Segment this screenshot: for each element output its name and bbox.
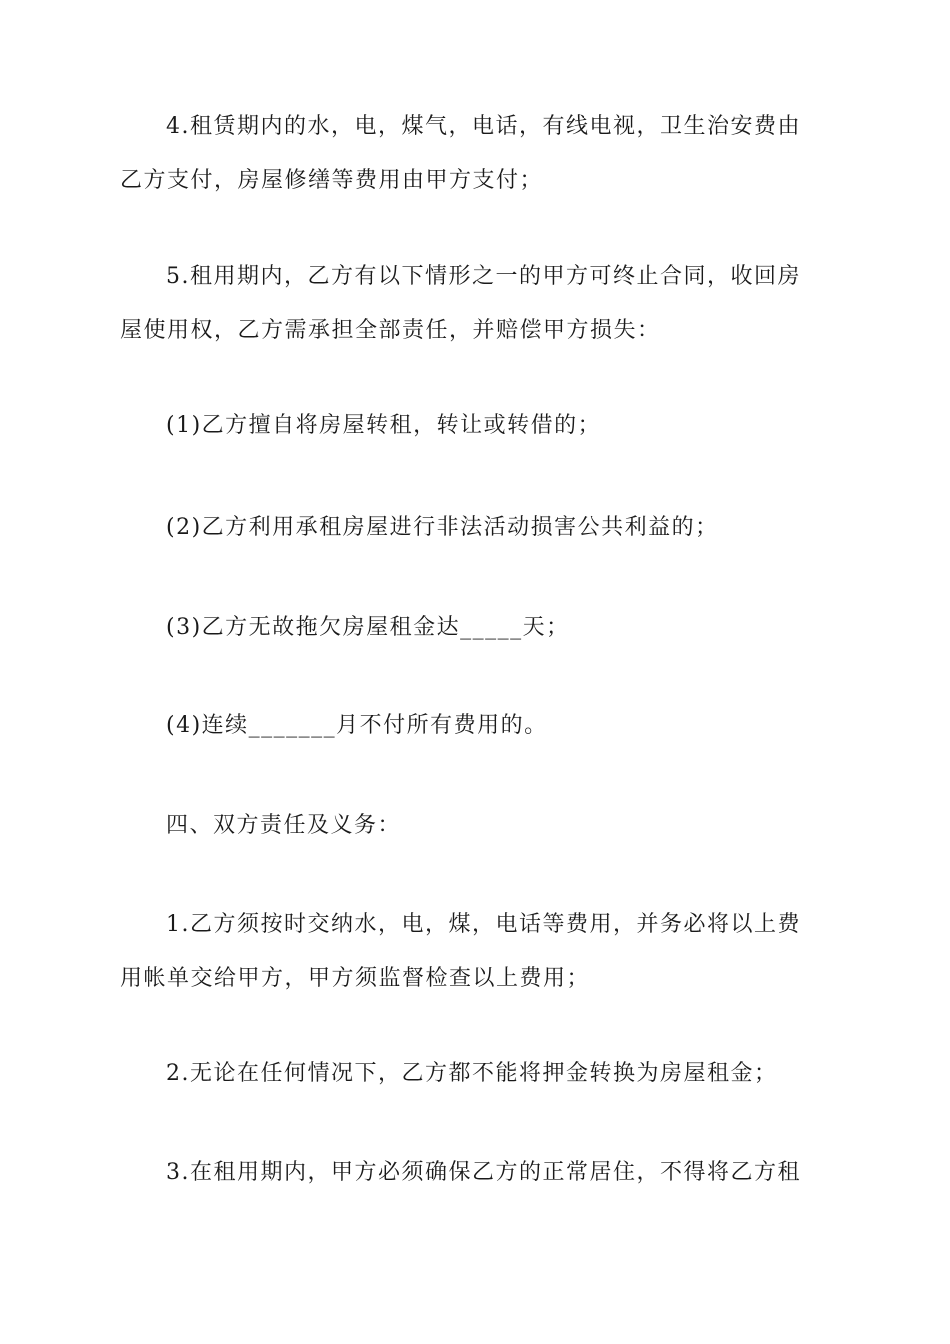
- section-heading-responsibilities: [120, 799, 832, 853]
- paragraph-line: 2.无论在任何情况下，乙方都不能将押金转换为房屋租金；: [166, 1061, 778, 1086]
- paragraph-line: (3)乙方无故拖欠房屋租金达_____天；: [166, 615, 570, 640]
- paragraph-line: (1)乙方擅自将房屋转租，转让或转借的；: [166, 413, 602, 438]
- clause-item-2: [120, 501, 832, 555]
- clause-item-1: [120, 399, 832, 453]
- clause-item-3: [120, 601, 832, 655]
- paragraph-line: 1.乙方须按时交纳水，电，煤，电话等费用，并务必将以上费: [166, 912, 801, 937]
- paragraph-line: 3.在租用期内，甲方必须确保乙方的正常居住，不得将乙方租: [166, 1160, 801, 1185]
- paragraph-termination-conditions: [120, 250, 832, 358]
- paragraph-duty-2: [120, 1047, 832, 1101]
- paragraph-line: 4.租赁期内的水，电，煤气，电话，有线电视，卫生治安费由: [166, 114, 801, 139]
- paragraph-duty-3: [120, 1146, 832, 1200]
- paragraph-line: 屋使用权，乙方需承担全部责任，并赔偿甲方损失：: [120, 318, 661, 343]
- paragraph-line: (4)连续_______月不付所有费用的。: [166, 713, 548, 738]
- clause-item-4: [120, 699, 832, 753]
- paragraph-line: 乙方支付，房屋修缮等费用由甲方支付；: [120, 168, 544, 193]
- paragraph-line: 用帐单交给甲方，甲方须监督检查以上费用；: [120, 966, 591, 991]
- paragraph-line: 5.租用期内，乙方有以下情形之一的甲方可终止合同，收回房: [166, 264, 801, 289]
- paragraph-line: (2)乙方利用承租房屋进行非法活动损害公共利益的；: [166, 515, 719, 540]
- paragraph-duty-1: [120, 898, 832, 1006]
- paragraph-utilities-payment: [120, 100, 832, 208]
- section-heading: 四、双方责任及义务：: [166, 813, 402, 838]
